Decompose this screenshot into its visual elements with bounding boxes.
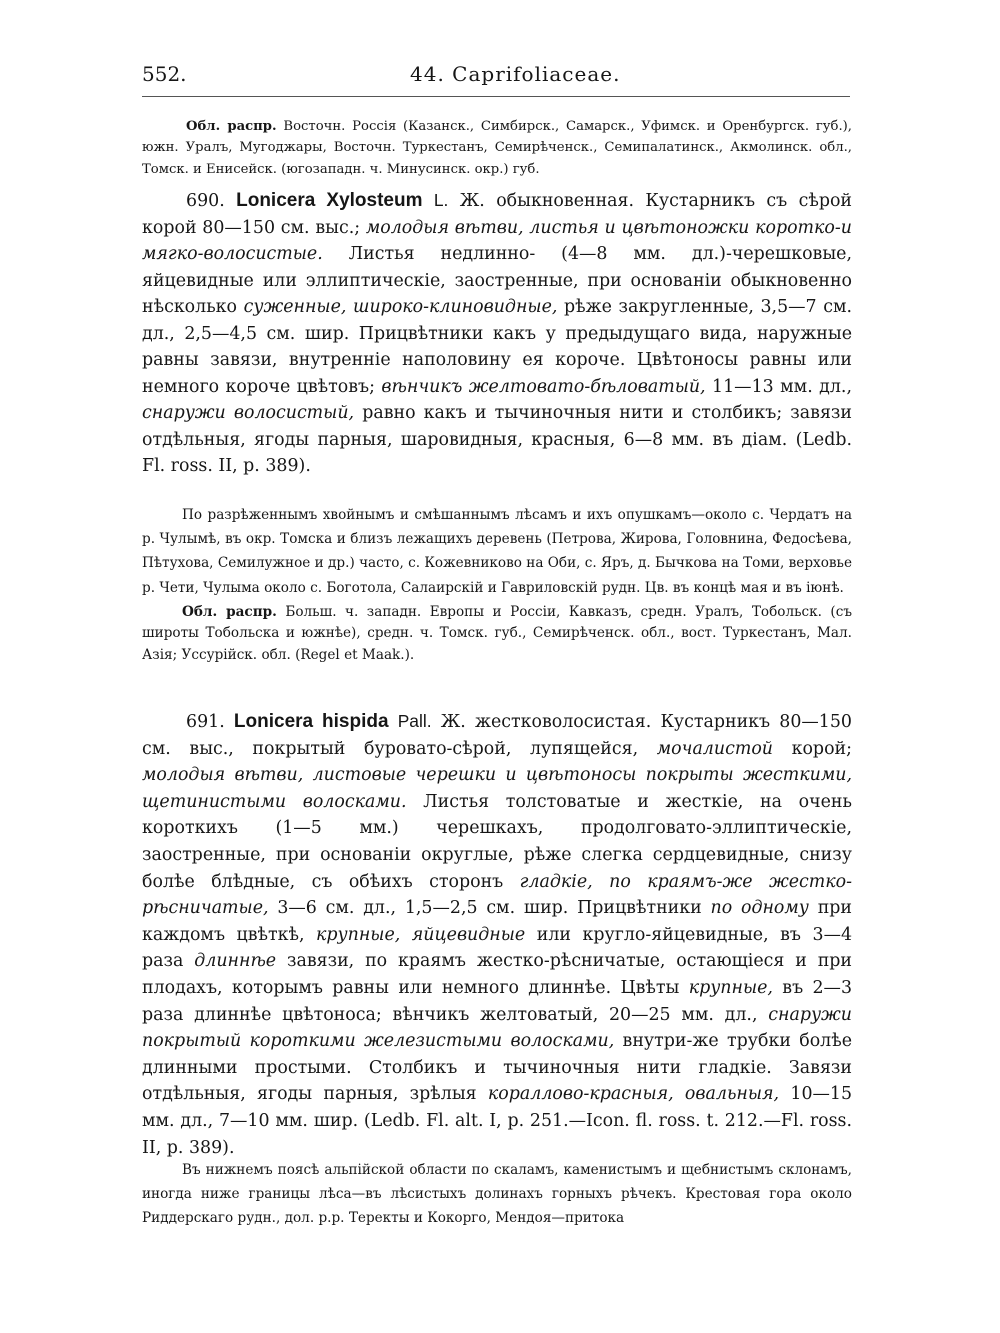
distribution-label: Обл. распр. xyxy=(182,603,277,620)
species-latin-name: Lonicera Xylosteum xyxy=(236,190,423,211)
description-text: въ 2—3 раза длиннѣе цвѣтоноса; вѣнчикъ желтоватый, 20—25 мм. дл., xyxy=(142,977,853,1025)
description-italic: мочалистой xyxy=(656,738,773,759)
species-latin-name: Lonicera hispida xyxy=(233,711,389,732)
description-italic: крупные, яйцевидные xyxy=(316,924,526,945)
distribution-text: Больш. ч. западн. Европы и Россіи, Кавказъ, средн. Уралъ, Тобольск. (съ широты Тобольска и южнѣе), средн. ч. Томск. губ., Семирѣченск. обл., вост. Туркестанъ, Мал. Азія; Уссурійск. обл. (Regel et Maak.). xyxy=(142,603,852,663)
description-text: или кругло-яйцевидные, въ 3—4 раза xyxy=(142,924,853,972)
description-italic: гладкіе, по краямъ-же жестко-рѣсничатые, xyxy=(142,871,853,919)
page-number: 552. xyxy=(142,62,187,86)
description-text: 3—6 см. дл., 1,5—2,5 см. шир. Прицвѣтники xyxy=(277,898,702,919)
description-text: при каждомъ цвѣткѣ, xyxy=(142,898,853,945)
running-title: 44. Caprifoliaceae. xyxy=(410,62,621,86)
description-text: рѣже закругленные, 3,5—7 см. дл., 2,5—4,5 см. шир. Прицвѣтники какъ у предыдущаго вида, наружные равны завязи, внутренніе наполовину ея короче. Цвѣтоносы равны или немного короче цвѣтовъ; xyxy=(142,297,853,397)
description-italic: снаружи покрытый короткими железистыми волосками, xyxy=(142,1004,853,1052)
species-number: 690. xyxy=(186,191,225,211)
intro-distribution xyxy=(142,116,852,180)
distribution-label: Обл. распр. xyxy=(186,119,277,134)
habitat-text: Въ нижнемъ поясѣ альпійской области по скаламъ, каменистымъ и щебнистымъ склонамъ, иногда ниже границы лѣса—въ лѣсистыхъ долинахъ горныхъ рѣчекъ. Крестовая гора около Риддерскаго рудн., дол. р.р. Теректы и Кокорго, Мендоя—притока xyxy=(142,1162,852,1227)
description-text: корой; xyxy=(791,738,852,759)
description-text: завязи, по краямъ жестко-рѣсничатые, остающіеся и при плодахъ, которымъ равны или немного длиннѣе. Цвѣты xyxy=(142,951,853,998)
description-italic: молодыя вѣтви, листья и цвѣтоножки коротко-и мягко-волосистые. xyxy=(142,217,852,264)
description-italic: молодыя вѣтви, листовые черешки и цвѣтоносы покрыты жесткими, щетинистыми волосками. xyxy=(142,765,852,812)
distribution-text: Восточн. Россія (Казанск., Симбирск., Самарск., Уфимск. и Оренбургск. губ.), южн. Уралъ, Мугоджары, Восточн. Туркестанъ, Семирѣченск., Семипалатинск., Акмолинск. обл., Томск. и Енисейск. (югозападн. ч. Минусинск. окр.) губ. xyxy=(142,119,852,177)
species-690-description xyxy=(142,187,852,480)
description-italic: кораллово-красныя, овальныя, xyxy=(487,1084,780,1105)
description-italic: по одному xyxy=(710,898,809,919)
description-italic: снаружи волосистый, xyxy=(142,403,355,423)
description-text: равно какъ и тычиночныя нити и столбикъ; завязи отдѣльныя, ягоды парныя, шаровидныя, красныя, 6—8 мм. въ діам. (Ledb. Fl. ross. II, p. 389). xyxy=(142,403,853,476)
description-italic: длиннѣе xyxy=(194,951,277,972)
description-text: Листья толстоватые и жесткіе, на очень короткихъ (1—5 мм.) черешкахъ, продолговато-эллиптическіе, заостренные, при основаніи округлые, рѣже слегка сердцевидные, снизу болѣе блѣдные, съ обѣихъ сторонъ xyxy=(142,791,852,892)
species-691-habitat xyxy=(142,1158,852,1231)
description-text: внутри-же трубки болѣе длинными простыми. Столбикъ и тычиночныя нити гладкіе. Завязи отдѣльныя, ягоды парныя, зрѣлыя xyxy=(142,1031,852,1105)
species-number: 691. xyxy=(186,712,225,732)
description-italic: суженные, широко-клиновидные, xyxy=(243,297,558,317)
habitat-text: По разрѣженнымъ хвойнымъ и смѣшаннымъ лѣсамъ и ихъ опушкамъ—около с. Чердатъ на р. Чулымѣ, въ окр. Томска и близъ лежащихъ деревень (Петрова, Жирова, Головнина, Федосѣева, Пѣтухова, Семилужное и др.) часто, с. Кожевниково на Оби, с. Яръ, д. Бычкова на Томи, верховье р. Чети, Чулыма около с. Боготола, Салаирскій и Гавриловскій рудн. Цв. въ концѣ мая и въ іюнѣ. xyxy=(142,507,852,596)
species-author: L. xyxy=(433,190,449,210)
description-italic: крупные, xyxy=(688,977,773,998)
description-text: Ж. обыкновенная. Кустарникъ съ сѣрой корой 80—150 см. выс.; xyxy=(142,191,853,238)
description-text: 11—13 мм. дл., xyxy=(712,376,852,397)
description-text: 10—15 мм. дл., 7—10 мм. шир. (Ledb. Fl. alt. I, p. 251.—Icon. fl. ross. t. 212.—Fl. ross. II, p. 389). xyxy=(142,1084,853,1158)
species-690-habitat xyxy=(142,503,852,666)
species-author: Pall. xyxy=(397,711,432,731)
description-text: Листья недлинно- (4—8 мм. дл.)-черешковые, яйцевидные или эллиптическіе, заостренные, при основаніи обыкновенно нѣсколько xyxy=(142,244,852,317)
species-691-description xyxy=(142,708,852,1161)
description-italic: вѣнчикъ желтовато-бѣловатый, xyxy=(381,376,706,397)
description-text: Ж. жестковолосистая. Кустарникъ 80—150 см. выс., покрытый буровато-сѣрой, лупящейся, xyxy=(142,712,852,759)
running-head xyxy=(142,62,850,97)
